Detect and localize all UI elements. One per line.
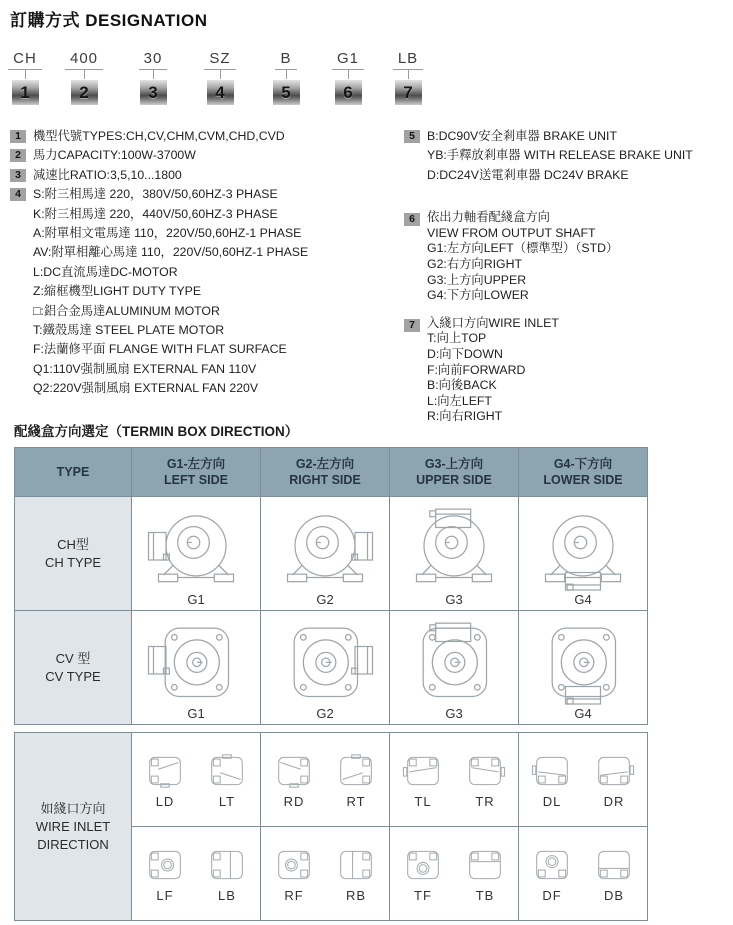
legend-line: 减速比RATIO:3,5,10...1800: [33, 167, 182, 182]
ch-motor-g4-diagram: [533, 508, 633, 592]
wire-inlet-tb-diagram: [462, 845, 508, 885]
designation-number-box: 4: [207, 80, 234, 105]
legend-line: R:向右RIGHT: [427, 409, 503, 424]
header-line: G1-左方向: [166, 457, 226, 471]
header-cell-g4: [519, 448, 648, 497]
wire-cell: [390, 827, 519, 921]
wire-inlet-label: LB: [218, 887, 236, 903]
motor-cell: [132, 497, 261, 611]
header-line: G4-下方向: [553, 457, 613, 471]
header-line: LEFT SIDE: [164, 473, 228, 487]
legend-line: K:附三相馬達 220，440V/50,60HZ-3 PHASE: [33, 206, 278, 221]
legend-number-badge: 2: [10, 149, 26, 162]
designation-item: [256, 50, 316, 105]
legend-item-5: [404, 127, 732, 185]
ch-motor-g1-diagram: [146, 508, 246, 592]
connector-tick: [220, 70, 221, 79]
legend-line: VIEW FROM OUTPUT SHAFT: [427, 225, 596, 240]
designation-item: [378, 50, 438, 105]
wire-cell: [519, 733, 648, 827]
legend-line: F:法蘭修平面 FLANGE WITH FLAT SURFACE: [33, 342, 287, 357]
wire-inlet-figure: [142, 751, 188, 809]
designation-code: 30: [139, 50, 168, 70]
terminal-box-direction-section: [14, 420, 719, 921]
designation-code-row: [0, 50, 733, 122]
wire-inlet-figure: [591, 845, 637, 903]
wire-inlet-rd-diagram: [271, 751, 317, 791]
wire-inlet-label: DL: [542, 793, 562, 809]
legend-line: YB:手釋放剎車器 WITH RELEASE BRAKE UNIT: [427, 148, 693, 163]
designation-item: [123, 50, 183, 105]
wire-inlet-dl-diagram: [529, 751, 575, 791]
legend-line: Z:縮框機型LIGHT DUTY TYPE: [33, 284, 202, 299]
legend-number-badge: 6: [404, 213, 420, 226]
legend-line: B:DC90V安全剎車器 BRAKE UNIT: [427, 129, 617, 143]
wire-inlet-figure: [333, 751, 379, 809]
legend-left-column: [10, 127, 402, 399]
wire-inlet-ld-diagram: [142, 751, 188, 791]
wire-inlet-tf-diagram: [400, 845, 446, 885]
wire-inlet-label: LD: [155, 793, 175, 809]
legend-item-7: [404, 316, 732, 425]
legend-line: G4:下方向LOWER: [427, 288, 529, 303]
connector-tick: [348, 70, 349, 79]
wire-inlet-label: RF: [284, 887, 304, 903]
motor-cell: [519, 497, 648, 611]
legend-line: 馬力CAPACITY:100W-3700W: [33, 148, 196, 163]
table-header-row: [15, 448, 648, 497]
legend-item-6: [404, 210, 732, 304]
header-cell-g3: [390, 448, 519, 497]
legend-line: B:向後BACK: [427, 378, 497, 393]
wire-inlet-label: TF: [414, 887, 432, 903]
designation-code: 400: [65, 50, 103, 70]
wire-inlet-figure: [591, 751, 637, 809]
wire-inlet-rb-diagram: [333, 845, 379, 885]
page-title: 訂購方式 DESIGNATION: [10, 11, 208, 30]
diagram-caption: G4: [574, 706, 592, 721]
designation-code: B: [275, 50, 296, 70]
designation-number-box: 5: [273, 80, 300, 105]
legend-line: S:附三相馬達 220，380V/50,60HZ-3 PHASE: [33, 187, 278, 202]
wire-label-line: DIRECTION: [37, 836, 109, 852]
legend-line: D:DC24V送電剎車器 DC24V BRAKE: [427, 167, 629, 182]
header-line: RIGHT SIDE: [289, 473, 361, 487]
cv-type-row: [15, 611, 648, 725]
designation-number-box: 1: [12, 80, 39, 105]
legend-number-badge: 5: [404, 130, 420, 143]
legend-line: 機型代號TYPES:CH,CV,CHM,CVM,CHD,CVD: [33, 129, 285, 143]
designation-item: [190, 50, 250, 105]
designation-item: [318, 50, 378, 105]
legend-line: G1:左方向LEFT（標準型）（STD）: [427, 241, 619, 256]
legend-line: Q2:220V强制風扇 EXTERNAL FAN 220V: [33, 381, 259, 396]
connector-tick: [286, 70, 287, 79]
legend-item-3: [10, 166, 402, 185]
section-title: 配綫盒方向選定（TERMIN BOX DIRECTION）: [14, 424, 299, 439]
wire-inlet-figure: [271, 845, 317, 903]
legend-item-4: [10, 185, 402, 398]
legend-number-badge: 4: [10, 188, 26, 201]
wire-inlet-rt-diagram: [333, 751, 379, 791]
motor-cell: [519, 611, 648, 725]
wire-inlet-figure: [462, 845, 508, 903]
wire-inlet-lt-diagram: [204, 751, 250, 791]
wire-inlet-db-diagram: [591, 845, 637, 885]
legend-number-badge: 7: [404, 319, 420, 332]
wire-inlet-figure: [529, 845, 575, 903]
designation-code: LB: [393, 50, 423, 70]
wire-table-row-top: [15, 733, 648, 827]
diagram-caption: G4: [574, 592, 592, 607]
diagram-caption: G2: [316, 706, 334, 721]
designation-item: [54, 50, 114, 105]
wire-inlet-label: DB: [603, 887, 625, 903]
wire-inlet-label: DF: [542, 887, 562, 903]
legend-item-2: [10, 146, 402, 165]
motor-cell: [390, 611, 519, 725]
wire-cell: [261, 733, 390, 827]
terminal-box-direction-table: [14, 447, 648, 725]
legend-line: □:鋁合金馬達ALUMINUM MOTOR: [33, 303, 220, 318]
header-line: TYPE: [56, 465, 90, 479]
designation-code: SZ: [204, 50, 235, 70]
row-label-cv: [15, 611, 132, 725]
cv-motor-g2-diagram: [275, 622, 375, 706]
wire-inlet-df-diagram: [529, 845, 575, 885]
wire-cell: [390, 733, 519, 827]
legend-line: 入綫口方向WIRE INLET: [427, 315, 559, 330]
header-line: LOWER SIDE: [543, 473, 623, 487]
cv-motor-g4-diagram: [533, 622, 633, 706]
cv-motor-g1-diagram: [146, 622, 246, 706]
legend-line: G2:右方向RIGHT: [427, 257, 522, 271]
diagram-caption: G2: [316, 592, 334, 607]
wire-inlet-label: DR: [603, 793, 625, 809]
wire-inlet-tl-diagram: [400, 751, 446, 791]
wire-inlet-label: TB: [475, 887, 495, 903]
wire-inlet-figure: [400, 751, 446, 809]
diagram-caption: G3: [445, 706, 463, 721]
diagram-caption: G1: [187, 592, 205, 607]
row-label-zh: CV 型: [55, 650, 91, 666]
designation-code: CH: [8, 50, 42, 70]
legend-line: L:向左LEFT: [427, 393, 492, 408]
wire-inlet-label: TL: [414, 793, 432, 809]
wire-inlet-label: RB: [345, 887, 367, 903]
motor-cell: [261, 611, 390, 725]
legend-line: 依出力軸看配綫盒方向: [427, 210, 550, 225]
row-label-en: CV TYPE: [45, 668, 101, 684]
legend-line: Q1:110V强制風扇 EXTERNAL FAN 110V: [33, 361, 257, 376]
legend-line: A:附單相文電馬達 110，220V/50,60HZ-1 PHASE: [33, 226, 302, 241]
wire-inlet-tr-diagram: [462, 751, 508, 791]
wire-table-label: [15, 733, 132, 921]
connector-tick: [408, 70, 409, 79]
header-cell-g1: [132, 448, 261, 497]
header-cell-type: [15, 448, 132, 497]
connector-tick: [84, 70, 85, 79]
legend-number-badge: 3: [10, 169, 26, 182]
wire-inlet-figure: [333, 845, 379, 903]
wire-inlet-lf-diagram: [142, 845, 188, 885]
wire-inlet-figure: [462, 751, 508, 809]
wire-inlet-label: RT: [346, 793, 366, 809]
wire-inlet-rf-diagram: [271, 845, 317, 885]
wire-cell: [132, 733, 261, 827]
wire-inlet-figure: [400, 845, 446, 903]
connector-tick: [153, 70, 154, 79]
legend-line: F:向前FORWARD: [427, 362, 526, 377]
header-line: UPPER SIDE: [416, 473, 492, 487]
wire-inlet-label: TR: [475, 793, 495, 809]
cv-motor-g3-diagram: [404, 622, 504, 706]
designation-number-box: 7: [395, 80, 422, 105]
designation-item: [0, 50, 55, 105]
wire-cell: [519, 827, 648, 921]
diagram-caption: G1: [187, 706, 205, 721]
designation-code: G1: [332, 50, 364, 70]
legend-line: G3:上方向UPPER: [427, 272, 527, 287]
designation-number-box: 3: [140, 80, 167, 105]
legend-line: T:向上TOP: [427, 331, 487, 346]
wire-inlet-figure: [271, 751, 317, 809]
wire-cell: [132, 827, 261, 921]
legend-number-badge: 1: [10, 130, 26, 143]
ch-motor-g2-diagram: [275, 508, 375, 592]
legend-line: L:DC直流馬達DC-MOTOR: [33, 264, 178, 279]
wire-inlet-figure: [204, 845, 250, 903]
header-cell-g2: [261, 448, 390, 497]
legend-item-1: [10, 127, 402, 146]
designation-number-box: 2: [71, 80, 98, 105]
designation-number-box: 6: [335, 80, 362, 105]
diagram-caption: G3: [445, 592, 463, 607]
legend-line: T:鐵殼馬達 STEEL PLATE MOTOR: [33, 323, 225, 338]
header-line: G2-左方向: [295, 457, 355, 471]
wire-inlet-label: LT: [218, 793, 236, 809]
wire-inlet-direction-table: [14, 732, 648, 921]
ch-type-row: [15, 497, 648, 611]
legend-line: D:向下DOWN: [427, 346, 503, 361]
row-label-zh: CH型: [57, 536, 89, 552]
wire-inlet-figure: [529, 751, 575, 809]
wire-label-line: 如綫口方向: [40, 800, 106, 816]
wire-inlet-label: LF: [156, 887, 174, 903]
row-label-en: CH TYPE: [44, 554, 102, 570]
legend-right-column: [404, 127, 732, 425]
wire-cell: [261, 827, 390, 921]
legend-line: AV:附單相離心馬達 110，220V/50,60HZ-1 PHASE: [33, 245, 309, 260]
motor-cell: [390, 497, 519, 611]
connector-tick: [25, 70, 26, 79]
motor-cell: [132, 611, 261, 725]
wire-inlet-figure: [142, 845, 188, 903]
wire-inlet-label: RD: [283, 793, 305, 809]
wire-inlet-lb-diagram: [204, 845, 250, 885]
wire-label-line: WIRE INLET: [35, 818, 111, 834]
header-line: G3-上方向: [424, 457, 484, 471]
motor-cell: [261, 497, 390, 611]
row-label-ch: [15, 497, 132, 611]
wire-inlet-figure: [204, 751, 250, 809]
wire-inlet-dr-diagram: [591, 751, 637, 791]
ch-motor-g3-diagram: [404, 508, 504, 592]
